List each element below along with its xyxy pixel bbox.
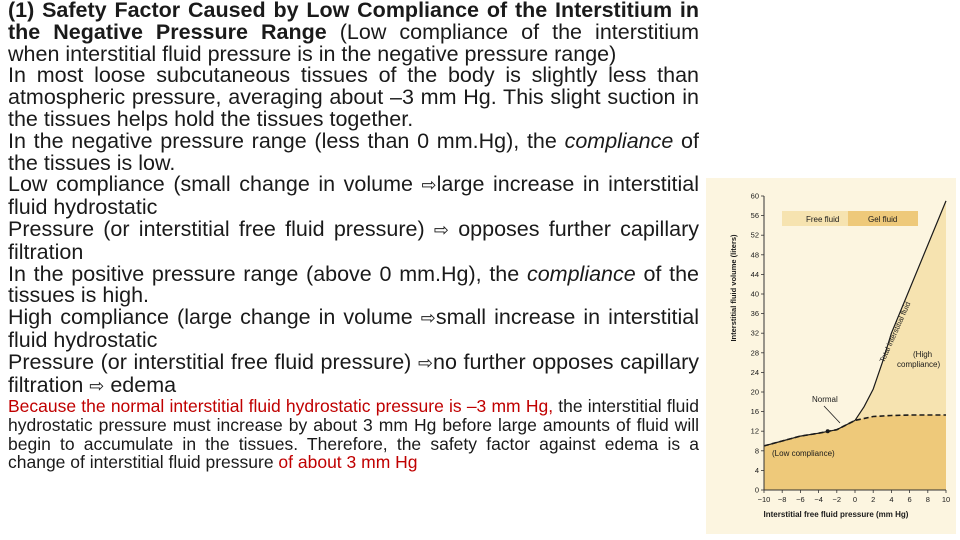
x-tick-label: 4 [889, 495, 894, 504]
curve-label-total-fluid: Total interstitial fluid [877, 300, 913, 364]
lecture-text [8, 0, 699, 472]
y-tick-label: 20 [750, 387, 759, 397]
paragraph-negative-range [8, 128, 699, 175]
highlight-normal-pressure: Because the normal interstitial fluid hydrostatic pressure is –3 mm Hg, [8, 396, 554, 417]
arrow-right-icon: ⇨ [421, 175, 437, 197]
arrow-right-icon: ⇨ [417, 352, 434, 374]
x-tick-label: −8 [777, 495, 787, 504]
annotation-low-compliance: (Low compliance) [772, 449, 835, 458]
heading-title: (1) Safety Factor Caused by Low Compliance of the Interstitium in the Negative Pressure Range [8, 0, 699, 44]
legend-label-free-fluid: Free fluid [806, 215, 840, 224]
text-segment: High compliance (large change in volume [8, 305, 421, 330]
x-tick-label: 2 [871, 495, 876, 504]
y-tick-label: 36 [750, 309, 759, 319]
x-tick-label: 6 [907, 495, 912, 504]
emphasis-compliance: compliance [526, 261, 636, 286]
text-segment: opposes further capillary filtration [8, 216, 699, 264]
y-tick-label: 40 [750, 289, 759, 299]
paragraph-positive-range [8, 261, 700, 308]
highlight-safety-factor: of about 3 mm Hg [278, 452, 418, 473]
text-segment: Low compliance (small change in volume [8, 172, 422, 197]
arrow-right-icon: ⇨ [433, 219, 449, 241]
y-tick-label: 16 [750, 407, 759, 417]
y-tick-label: 8 [754, 446, 759, 456]
y-tick-label: 48 [750, 250, 759, 260]
y-tick-label: 12 [750, 426, 759, 436]
paragraph-high-compliance [8, 307, 699, 352]
x-axis-label: Interstitial free fluid pressure (mm Hg) [763, 510, 909, 519]
x-tick-label: −6 [796, 495, 805, 504]
arrow-right-icon: ⇨ [89, 375, 105, 397]
emphasis-compliance: compliance [564, 128, 674, 153]
y-tick-label: 24 [750, 367, 759, 377]
legend-label-gel-fluid: Gel fluid [868, 215, 898, 224]
x-tick-label: 0 [852, 495, 858, 504]
y-tick-label: 32 [750, 328, 759, 338]
y-tick-label: 0 [754, 485, 759, 495]
chart-legend [782, 211, 918, 226]
y-tick-label: 60 [750, 191, 759, 201]
x-tick-label: −4 [814, 495, 823, 504]
text-segment: of the tissues is high. [8, 261, 700, 308]
paragraph-resting-pressure: In most loose subcutaneous tissues of the body is slightly less than atmospheric pressure, averaging about –3 mm Hg. This slight suction in the tissues helps hold the tissues together. [8, 63, 699, 131]
x-tick-label: 10 [941, 495, 951, 504]
text-segment: edema [104, 372, 177, 397]
paragraph-edema [8, 349, 699, 398]
paragraph-safety-factor [8, 397, 699, 471]
y-tick-label: 52 [750, 230, 759, 240]
text-segment: In the negative pressure range (less than 0 mm.Hg), the [8, 128, 565, 153]
text-segment: Pressure (or interstitial free fluid pressure) [8, 349, 418, 374]
text-segment: the interstitial fluid hydrostatic pressure must increase by about 3 mm Hg before large amounts of fluid will begin to accumulate in the tissues. Therefore, the safety factor against edema is a change of interstitial fluid pressure [8, 396, 699, 473]
x-tick-label: 8 [925, 495, 930, 504]
interstitial-volume-chart [706, 178, 956, 534]
text-segment: In the positive pressure range (above 0 mm.Hg), the [8, 261, 527, 286]
arrow-right-icon: ⇨ [420, 308, 436, 330]
text-segment: of the tissues is low. [8, 128, 699, 175]
x-tick-label: −2 [832, 495, 842, 504]
annotation-high-line2: compliance) [897, 360, 941, 369]
x-tick-label: −10 [757, 495, 771, 504]
annotation-high-line1: (High [913, 350, 933, 359]
paragraph-low-compliance [8, 174, 699, 219]
heading-paragraph [8, 0, 699, 65]
heading-subtitle: (Low compliance of the interstitium when interstitial fluid pressure is in the negative pressure range) [8, 19, 699, 66]
y-tick-label: 4 [754, 465, 759, 475]
normal-label: Normal [812, 395, 838, 404]
text-segment: no further opposes capillary filtration [8, 349, 699, 397]
text-segment: small increase in interstitial fluid hydrostatic [8, 305, 699, 352]
y-axis-label: Interstitial fluid volume (liters) [729, 234, 738, 342]
normal-point-marker [826, 429, 830, 433]
paragraph-opposes-filtration [8, 216, 699, 264]
text-segment: large increase in interstitial fluid hydrostatic [8, 172, 699, 220]
y-tick-label: 56 [750, 211, 759, 221]
y-tick-label: 44 [750, 269, 759, 279]
text-segment: Pressure (or interstitial free fluid pressure) [8, 216, 434, 241]
y-tick-label: 28 [750, 348, 759, 358]
